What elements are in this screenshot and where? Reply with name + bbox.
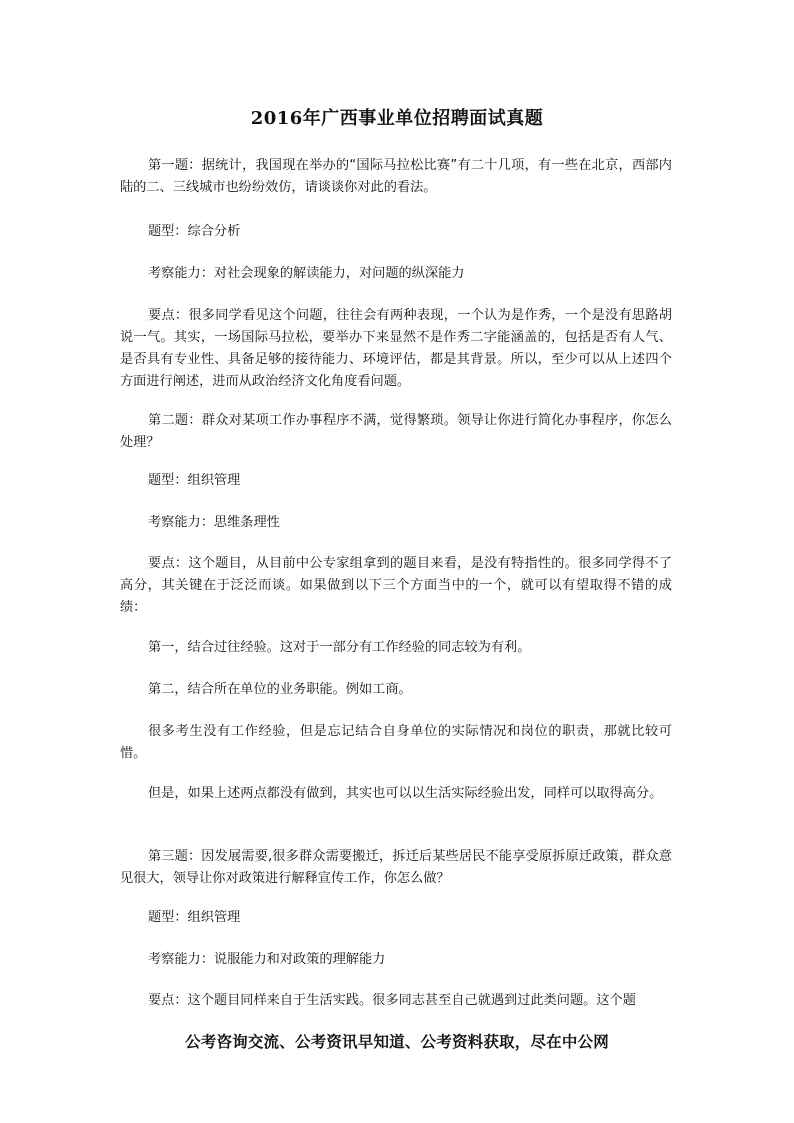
paragraph-q1-points: 要点：很多同学看见这个问题，往往会有两种表现，一个认为是作秀，一个是没有思路胡说一气。其实，一场国际马拉松，要举办下来显然不是作秀二字能涵盖的，包括是否有人气、是否具有专业性、具备足够的接待能力、环境评估，都是其背景。所以，至少可以从上述四个方面进行阐述，进而从政治经济文化角度看问题。 [120, 308, 672, 389]
page-footer: 公考咨询交流、公考资讯早知道、公考资料获取，尽在中公网 [185, 1033, 609, 1051]
paragraph-q2-first: 第一，结合过往经验。这对于一部分有工作经验的同志较为有利。 [148, 640, 531, 655]
paragraph-q2-points: 要点：这个题目，从目前中公专家组拿到的题目来看，是没有特指性的。很多同学得不了高分，其关键在于泛泛而谈。如果做到以下三个方面当中的一个，就可以有望取得不错的成绩： [120, 556, 672, 615]
paragraph-q1: 第一题：据统计，我国现在举办的“国际马拉松比赛”有二十几项，有一些在北京，西部内陆的二、三线城市也纷纷效仿，请谈谈你对此的看法。 [120, 158, 672, 195]
paragraph-q2-note: 很多考生没有工作经验，但是忘记结合自身单位的实际情况和岗位的职责，那就比较可惜。 [120, 724, 672, 761]
document-title: 2016年广西事业单位招聘面试真题 [250, 108, 544, 129]
paragraph-q3-type: 题型：组织管理 [148, 910, 241, 925]
paragraph-q2-type: 题型：组织管理 [148, 473, 241, 488]
paragraph-q3: 第三题：因发展需要,很多群众需要搬迁，拆迁后某些居民不能享受原拆原迁政策，群众意见很大，领导让你对政策进行解释宣传工作，你怎么做？ [120, 849, 672, 886]
paragraph-q2: 第二题：群众对某项工作办事程序不满，觉得繁琐。领导让你进行简化办事程序，你怎么处理？ [120, 413, 672, 450]
paragraph-q1-ability: 考察能力：对社会现象的解读能力，对问题的纵深能力 [148, 266, 465, 281]
paragraph-q3-ability: 考察能力：说服能力和对政策的理解能力 [148, 952, 386, 967]
paragraph-q2-conclusion: 但是，如果上述两点都没有做到，其实也可以以生活实际经验出发，同样可以取得高分。 [148, 786, 663, 801]
paragraph-q2-ability: 考察能力：思维条理性 [148, 515, 280, 530]
paragraph-q3-points: 要点：这个题目同样来自于生活实践。很多同志甚至自己就遇到过此类问题。这个题 [148, 993, 636, 1008]
paragraph-q1-type: 题型：综合分析 [148, 224, 241, 239]
paragraph-q2-second: 第二，结合所在单位的业务职能。例如工商。 [148, 682, 412, 697]
